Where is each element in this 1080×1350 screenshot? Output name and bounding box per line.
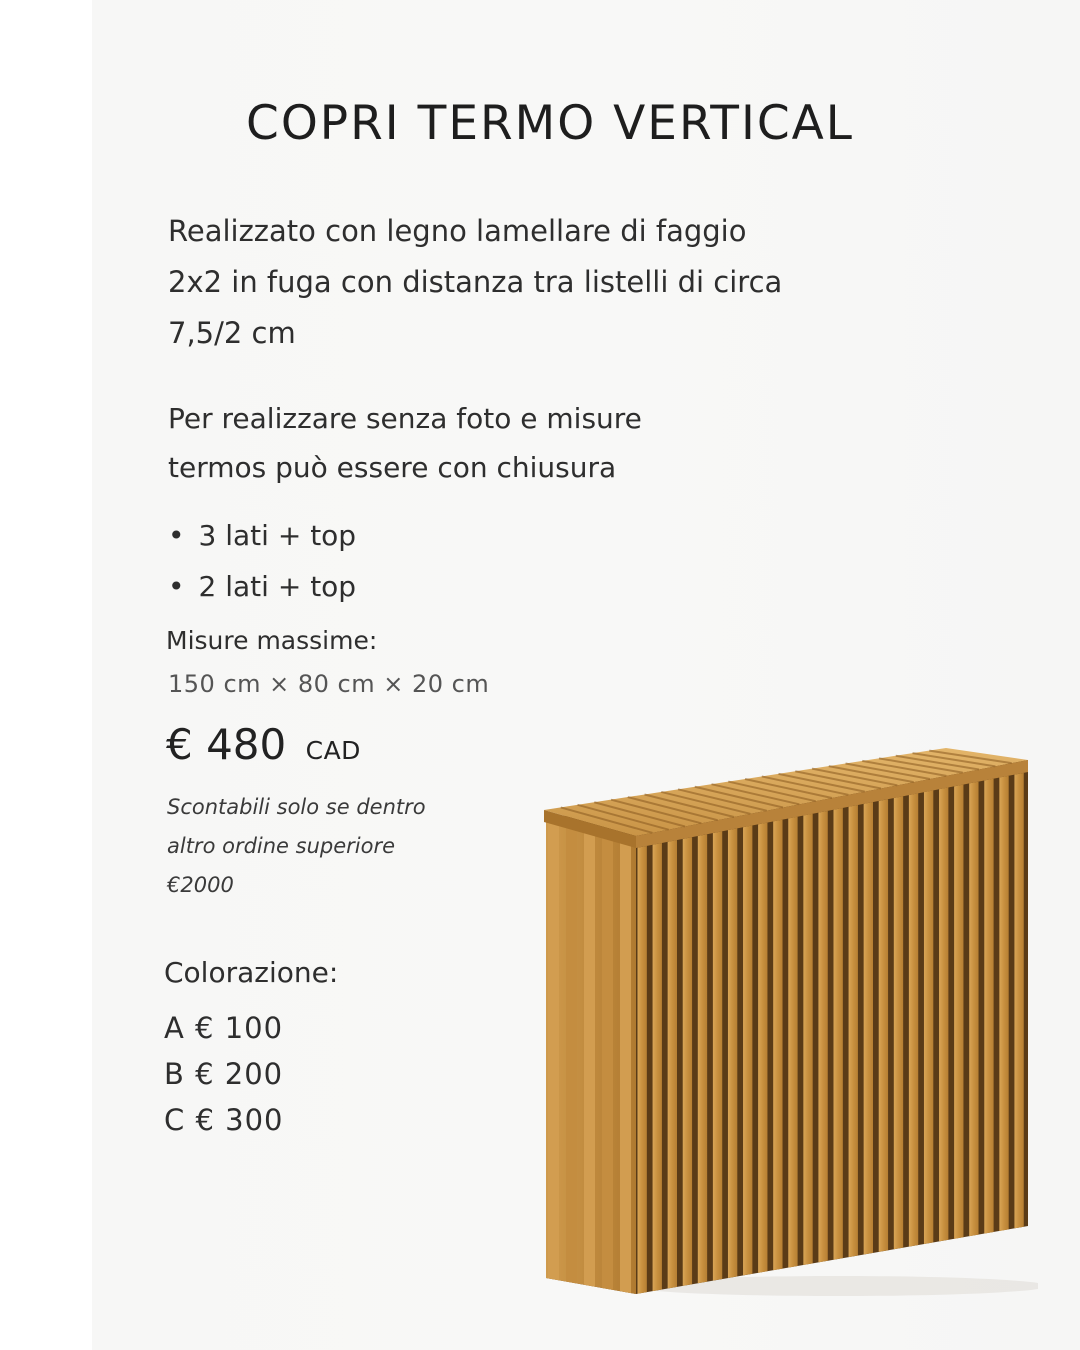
left-margin bbox=[0, 0, 92, 1350]
description-line: 2x2 in fuga con distanza tra listelli di circa bbox=[168, 265, 783, 299]
discount-note-line: Scontabili solo se dentro bbox=[167, 795, 426, 819]
price-currency: CAD bbox=[305, 736, 361, 765]
wood-slat bbox=[818, 811, 827, 1263]
side-slat bbox=[602, 832, 613, 1290]
wood-slat bbox=[849, 805, 858, 1257]
discount-note-line: €2000 bbox=[167, 873, 234, 897]
description-line: 7,5/2 cm bbox=[168, 316, 296, 350]
wood-slat bbox=[879, 799, 888, 1252]
wood-slat bbox=[834, 808, 843, 1260]
wood-slat bbox=[1014, 773, 1023, 1229]
price bbox=[166, 720, 361, 769]
wood-slat bbox=[909, 793, 918, 1246]
wood-slat bbox=[894, 796, 903, 1249]
slatted-wood-radiator-cover-icon bbox=[538, 738, 1038, 1298]
coloring-option: B € 200 bbox=[164, 1057, 284, 1091]
wood-slat bbox=[728, 828, 737, 1278]
list-item: • 3 lati + top bbox=[168, 510, 356, 561]
wood-slat bbox=[758, 823, 767, 1273]
wood-slat bbox=[713, 831, 722, 1280]
discount-note-line: altro ordine superiore bbox=[167, 834, 396, 858]
wood-slat bbox=[668, 840, 677, 1288]
closure-options-list bbox=[168, 510, 356, 612]
wood-slat bbox=[788, 817, 797, 1268]
wood-slat bbox=[638, 846, 647, 1294]
discount-note bbox=[167, 788, 426, 905]
wood-slat bbox=[653, 843, 662, 1291]
wood-slat bbox=[743, 825, 752, 1275]
price-amount: € 480 bbox=[166, 720, 287, 769]
wood-slat bbox=[954, 785, 963, 1239]
dimensions-label: Misure massime: bbox=[166, 626, 378, 655]
closure-line: termos può essere con chiusura bbox=[168, 451, 617, 484]
wood-slat bbox=[969, 782, 978, 1237]
wood-slat bbox=[999, 776, 1008, 1231]
side-slat bbox=[584, 829, 595, 1287]
closure-description bbox=[168, 394, 868, 492]
wood-slat bbox=[939, 787, 948, 1241]
wood-slat bbox=[984, 779, 993, 1234]
page-title: COPRI TERMO VERTICAL bbox=[246, 96, 854, 151]
description-line: Realizzato con legno lamellare di faggio bbox=[168, 214, 747, 248]
wood-slat bbox=[803, 814, 812, 1265]
wood-slat bbox=[864, 802, 873, 1254]
side-slat bbox=[620, 835, 631, 1293]
dimensions-value: 150 cm × 80 cm × 20 cm bbox=[168, 670, 490, 698]
wood-slat bbox=[683, 837, 692, 1286]
wood-slat bbox=[773, 820, 782, 1271]
coloring-option: A € 100 bbox=[164, 1011, 284, 1045]
side-slat bbox=[548, 822, 559, 1280]
list-item: • 2 lati + top bbox=[168, 561, 356, 612]
wood-slat bbox=[698, 834, 707, 1283]
wood-slat bbox=[924, 790, 933, 1244]
side-slat bbox=[566, 826, 577, 1284]
coloring-label: Colorazione: bbox=[164, 956, 339, 989]
coloring-options bbox=[164, 1005, 284, 1143]
closure-line: Per realizzare senza foto e misure bbox=[168, 402, 642, 435]
description bbox=[168, 206, 928, 359]
coloring-option: C € 300 bbox=[164, 1103, 284, 1137]
